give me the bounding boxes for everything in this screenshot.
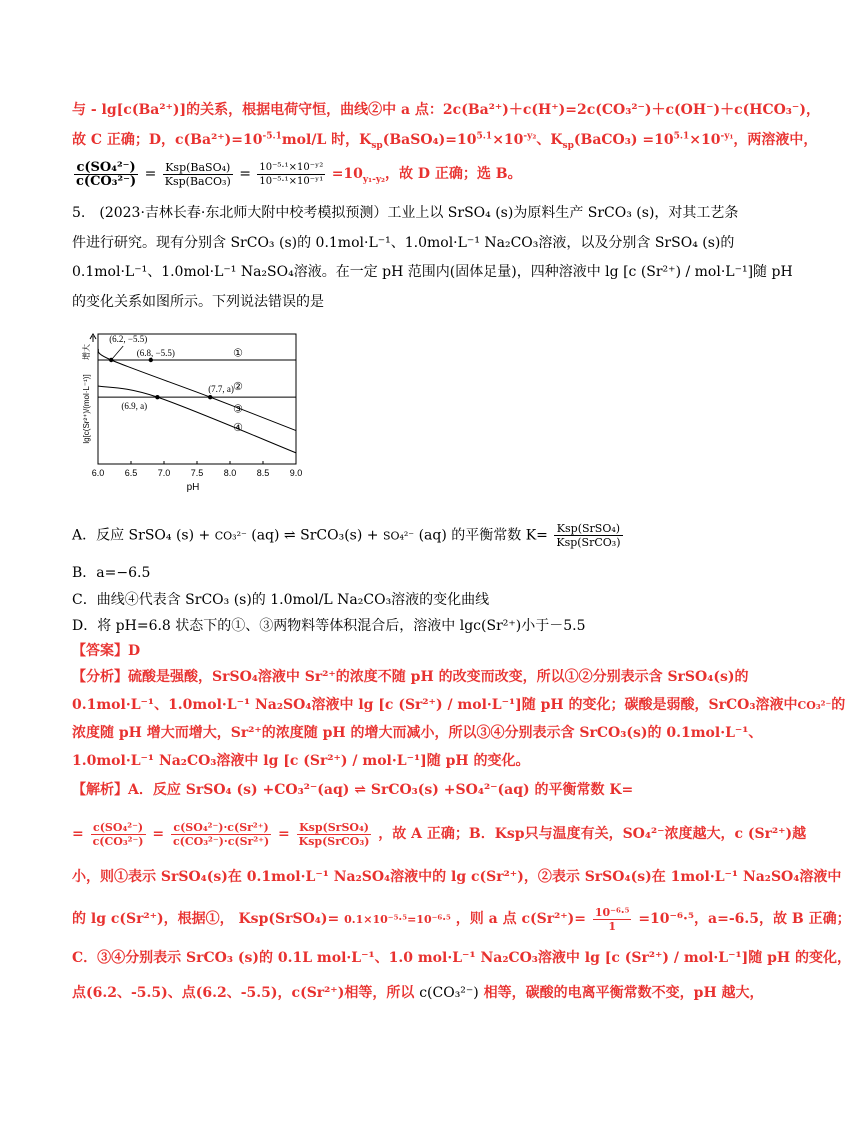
text-seg: 点(6.2、-5.5)、点(6.2、-5.5)，c(Sr²⁺)相等，所以 [72, 985, 415, 1001]
jiexi-frac-1 [91, 821, 146, 848]
option-c: C．曲线④代表含 SrCO₃ (s)的 1.0mol/L Na₂CO₃溶液的变化曲线 [72, 592, 490, 608]
jiexi-line-3: 小，则①表示 SrSO₄(s)在 0.1mol·L⁻¹ Na₂SO₄溶液中的 lg c(Sr²⁺)，②表示 SrSO₄(s)在 1mol·L⁻¹ Na₂SO₄溶液中 [72, 869, 842, 885]
leader-line [111, 346, 123, 360]
analysis-line-1: 【分析】硫酸是强酸，SrSO₄溶液中 Sr²⁺的浓度不随 pH 的改变而改变，所以①②分别表示含 SrSO₄(s)的 [72, 669, 749, 685]
jiexi-frac-3 [297, 821, 372, 848]
question-stem-2: 件进行研究。现有分别含 SrCO₃ (s)的 0.1mol·L⁻¹、1.0mol·L⁻¹ Na₂CO₃溶液，以及分别含 SrSO₄ (s)的 [72, 235, 735, 251]
ion-so4: SO₄²⁻ [382, 529, 415, 543]
text-seg: 相等，碳酸的电离平衡常数不变，pH 越大， [483, 985, 764, 1001]
text-seg: ，两溶液中， [733, 132, 818, 148]
jiexi-line-4 [72, 905, 851, 934]
analysis-line-2 [72, 695, 845, 716]
x-tick-label: 6.0 [91, 468, 105, 478]
sr-ph-chart [80, 328, 310, 498]
frac-num: 10⁻⁵·¹×10⁻ʸ² [259, 161, 324, 173]
text-seg: sp [371, 140, 383, 151]
text-seg: (BaCO₃) =10 [573, 132, 674, 148]
ksp-fraction [163, 161, 233, 188]
frac-den: c(CO₃²⁻) [76, 173, 137, 189]
question-stem-4: 的变化关系如图所示。下列说法错误的是 [72, 294, 324, 310]
frac-den: c(CO₃²⁻)·c(Sr²⁺) [172, 834, 270, 848]
question-stem-1: 5. (2023·吉林长春·东北师大附中校考模拟预测）工业上以 SrSO₄ (s)为原料生产 SrCO₃ (s)，对其工艺条 [72, 205, 739, 221]
text-seg: CO₃²⁻ [797, 699, 832, 712]
text-seg: 的 [831, 697, 846, 713]
series-label-1: ① [232, 346, 243, 360]
text-seg: -y₂ [523, 131, 537, 142]
equilibrium-arrow: ⇌ [283, 527, 296, 544]
analysis-line-4: 1.0mol·L⁻¹ Na₂CO₃溶液中 lg [c (Sr²⁺) / mol·L⁻¹]随 pH 的变化。 [72, 753, 530, 769]
text-seg: SrCO₃(s) + [300, 527, 379, 544]
text-seg: ×10 [492, 132, 524, 148]
x-tick-label: 8.0 [223, 468, 237, 478]
solution-line-3: $\frac{\text{c(SO₄²⁻)}}{\text{c(CO₃²⁻)}}$ = $\frac{\text{Ksp(BaSO₄)}}{\text{Ksp(BaCO₃)}}$ = $\frac{\text{10⁻⁵·¹×10⁻ʸ²}}{\text{10⁻⁵·¹×10⁻ʸ¹}}$ $=10_{y_1-y_2}$，故 D 正确；选 B。 [76, 159, 522, 189]
text-seg: ×10 [689, 132, 721, 148]
text-seg: ，故 A 正确；B．Ksp只与温度有关，SO₄²⁻浓度越大，c (Sr²⁺)越 [378, 826, 807, 842]
text-seg: =10 [331, 166, 363, 182]
answer-label: 【答案】D [72, 643, 141, 659]
text-seg: mol/L 时，K [281, 132, 372, 148]
frac-den: 1 [608, 919, 616, 933]
text-seg: 0.1mol·L⁻¹、1.0mol·L⁻¹ Na₂SO₄溶液中 lg [c (Sr²⁺) / mol·L⁻¹]随 pH 的变化；碳酸是弱酸，SrCO₃溶液中 [72, 697, 798, 713]
text-seg: -5.1 [262, 131, 282, 142]
text-seg: ，故 D 正确；选 B。 [384, 166, 522, 182]
option-b: B．a=−6.5 [72, 565, 151, 581]
jiexi-line-2: = $\frac{\text{c(SO₄²⁻)}}{\text{c(CO₃²⁻)}}$ = $\frac{\text{c(SO₄²⁻)·c(Sr²⁺)}}{\text{c(CO₃²⁻)·c(Sr²⁺)}}$ = $\frac{\text{Ksp(SrSO₄)}}{\text{Ksp(SrCO₃)}}$ ，故 A 正确；B．Ksp只与温度有关，SO₄²⁻浓度越大，c (Sr²⁺)越 [72, 820, 807, 848]
y-arrow-label: 增大 [82, 344, 91, 360]
frac-num: c(SO₄²⁻) [74, 161, 138, 175]
frac-num: c(SO₄²⁻) [91, 821, 146, 835]
ion-co3: CO₃²⁻ [214, 529, 247, 543]
x-tick-label: 7.0 [157, 468, 171, 478]
frac-den: c(CO₃²⁻) [92, 834, 144, 848]
frac-den: Ksp(BaCO₃) [164, 174, 231, 188]
power-fraction [257, 161, 325, 188]
text-seg: Ksp(SrSO₄)= [238, 911, 340, 927]
text-seg: 5.1 [673, 131, 690, 142]
data-point-3 [208, 395, 212, 399]
ratio-fraction [74, 161, 138, 188]
option-d: D．将 pH=6.8 状态下的①、③两物料等体积混合后，溶液中 lgc(Sr²⁺)小于－5.5 [72, 618, 586, 634]
series-label-3: ③ [232, 402, 243, 416]
solution-line-1: 与 - lg[c(Ba²⁺)]的关系，根据电荷守恒，曲线②中 a 点：2c(Ba²⁺)＋c(H⁺)=2c(CO₃²⁻)＋c(OH⁻)＋c(HCO₃⁻)， [72, 102, 820, 118]
x-tick-label: 7.5 [190, 468, 204, 478]
data-point-4 [155, 395, 159, 399]
text-seg: 5.1 [476, 131, 493, 142]
frac-den: 10⁻⁵·¹×10⁻ʸ¹ [259, 175, 324, 187]
point-label-2: (6.8, −5.5) [136, 348, 175, 358]
point-label-3: (7.7, a) [208, 384, 234, 395]
x-axis-label: pH [186, 482, 200, 493]
frac-num: Ksp(SrSO₄) [297, 821, 372, 835]
frac-num: Ksp(SrSO₄) [554, 522, 622, 536]
text-seg: (aq) [251, 527, 280, 544]
y-axis-label: lg[c(Sr²⁺)/(mol·L⁻¹)] [82, 374, 91, 444]
x-tick-label: 6.5 [124, 468, 138, 478]
text-seg: -y₁ [720, 131, 734, 142]
data-point-2 [149, 358, 153, 362]
text-seg: A．反应 SrSO₄ (s) + [72, 527, 211, 544]
jiexi-frac-2 [171, 821, 271, 848]
frac-num: Ksp(BaSO₄) [163, 161, 233, 175]
series-label-4: ④ [232, 420, 243, 434]
point-label-4: (6.9, a) [121, 401, 148, 412]
series-label-2: ② [232, 380, 243, 393]
jiexi-frac-4 [593, 906, 632, 933]
x-tick-label: 9.0 [289, 468, 303, 478]
text-seg: 0.1×10⁻⁵·⁵=10⁻⁶·⁵ [344, 913, 451, 926]
text-seg: 故 C 正确；D，c(Ba²⁺)=10 [72, 132, 263, 148]
text-seg: (aq) 的平衡常数 K= [418, 527, 548, 544]
jiexi-line-6 [72, 980, 764, 1006]
text-seg: sp [562, 140, 574, 151]
text-seg: 、K [536, 132, 563, 148]
solution-line-2 [72, 130, 817, 150]
question-stem-3: 0.1mol·L⁻¹、1.0mol·L⁻¹ Na₂SO₄溶液。在一定 pH 范围内(固体足量)，四种溶液中 lg [c (Sr²⁺) / mol·L⁻¹]随 pH [72, 264, 793, 280]
text-seg: c(CO₃²⁻) [419, 985, 479, 1001]
analysis-line-3: 浓度随 pH 增大而增大，Sr²⁺的浓度随 pH 的增大而减小，所以③④分别表示含 SrCO₃(s)的 0.1mol·L⁻¹、 [72, 725, 763, 741]
jiexi-line-1: 【解析】A．反应 SrSO₄ (s) +CO₃²⁻(aq) ⇌ SrCO₃(s) +SO₄²⁻(aq) 的平衡常数 K= [72, 782, 634, 798]
option-a [72, 522, 625, 550]
text-seg: ，则 a 点 c(Sr²⁺)= [455, 911, 586, 927]
frac-den: Ksp(SrCO₃) [556, 536, 621, 549]
text-seg: (BaSO₄)=10 [382, 132, 477, 148]
jiexi-line-5: C．③④分别表示 SrCO₃ (s)的 0.1L mol·L⁻¹、1.0 mol·L⁻¹ Na₂CO₃溶液中 lg [c (Sr²⁺) / mol·L⁻¹]随 pH 的变化， [72, 950, 851, 966]
frac-num: 10⁻⁶·⁵ [594, 905, 630, 919]
option-a-fraction [554, 522, 622, 549]
frac-den: Ksp(SrCO₃) [298, 834, 370, 848]
x-tick-label: 8.5 [256, 468, 270, 478]
text-seg: y₁-y₂ [362, 174, 385, 185]
text-seg: =10⁻⁶·⁵，a=-6.5，故 B 正确； [638, 911, 851, 927]
text-seg: 的 lg c(Sr²⁺)，根据①， [72, 911, 234, 927]
frac-num: c(SO₄²⁻)·c(Sr²⁺) [171, 821, 271, 835]
point-label-1: (6.2, −5.5) [109, 334, 148, 344]
plot-frame [98, 334, 296, 464]
